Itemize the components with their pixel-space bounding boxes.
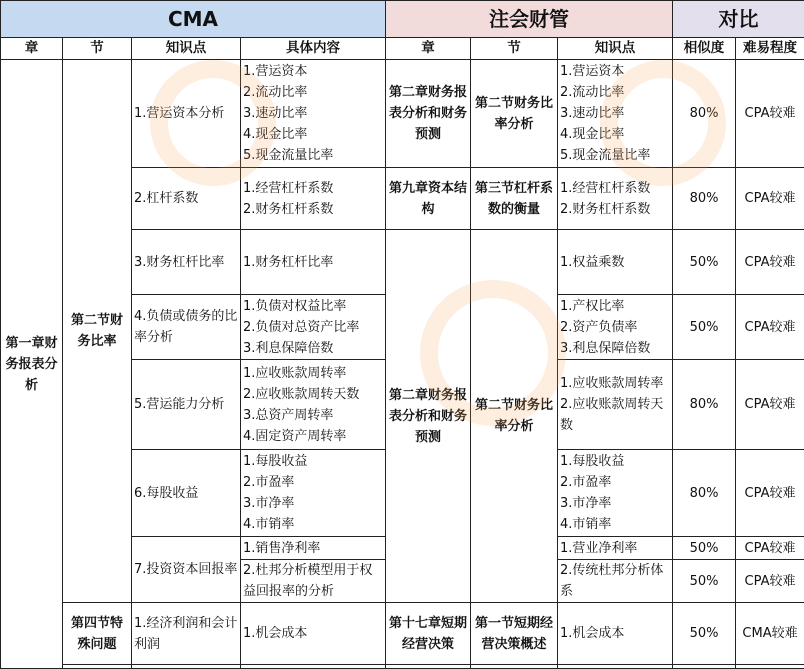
cma-header: CMA [1,1,386,38]
cpa-section-cell: 第二节财务比率分析 [471,230,558,603]
list-item: 1.机会成本 [243,623,383,644]
list-item: 2.市盈率 [560,472,670,493]
cma-point-cell: 5.营运能力分析 [132,360,241,450]
cpa-point-cell [558,560,673,603]
cma-content-cell [241,60,386,168]
list-item: 2.财务杠杆系数 [243,199,383,220]
difficulty-cell: CPA较难 [736,168,804,230]
similarity-cell: 80% [673,450,736,537]
difficulty-cell: CPA较难 [736,295,804,360]
cpa-point-cell [558,450,673,537]
list-item: 3.速动比率 [560,103,670,124]
cma-point-cell: 1.营运资本分析 [132,60,241,168]
column-header-cma-point: 知识点 [132,38,241,60]
cpa-point-cell [558,603,673,665]
cma-point-cell: 3.财务杠杆比率 [132,230,241,295]
table-row [1,60,804,168]
column-header-similarity: 相似度 [673,38,736,60]
cma-content-cell [241,295,386,360]
similarity-cell: 50% [673,560,736,603]
list-item: 1.营业净利率 [560,538,670,559]
difficulty-cell: CMA较难 [736,603,804,665]
list-item: 4.市销率 [243,514,383,535]
column-header-cpa-point: 知识点 [558,38,673,60]
list-item: 1.负债对权益比率 [243,296,383,317]
cpa-section-cell: 第二节财务比率分析 [471,60,558,168]
cpa-chapter-cell: 第二章财务报表分析和财务预测 [386,60,471,168]
cma-content-cell [241,560,386,603]
difficulty-cell: CPA较难 [736,560,804,603]
column-header-cma-section: 节 [63,38,132,60]
list-item: 4.现金比率 [560,124,670,145]
cma-point-cell: 1.经济利润和会计利润 [132,603,241,665]
cma-content-cell [241,450,386,537]
cpa-chapter-cell: 第二章财务报表分析和财务预测 [386,230,471,603]
cpa-point-cell [558,360,673,450]
empty-cell [471,665,558,669]
cma-content-cell [241,603,386,665]
empty-cell [558,665,673,669]
cpa-chapter-cell: 第十七章短期经营决策 [386,603,471,665]
column-header-cma-chapter: 章 [1,38,63,60]
list-item: 3.市净率 [560,493,670,514]
cma-chapter-cell: 第一章财务报表分析 [1,60,63,669]
cma-point-cell: 7.投资资本回报率 [132,537,241,603]
list-item: 5.现金流量比率 [560,145,670,166]
column-header-cpa-chapter: 章 [386,38,471,60]
similarity-cell: 50% [673,295,736,360]
list-item: 1.财务杠杆比率 [243,252,383,273]
cma-point-cell: 4.负债或债务的比率分析 [132,295,241,360]
list-item: 2.传统杜邦分析体系 [560,560,670,602]
list-item: 2.应收账款周转天数 [560,394,670,436]
column-header-cma-content: 具体内容 [241,38,386,60]
list-item: 2.流动比率 [560,82,670,103]
empty-cell [241,665,386,669]
list-item: 2.资产负债率 [560,317,670,338]
list-item: 1.销售净利率 [243,538,383,559]
similarity-cell: 50% [673,603,736,665]
list-item: 2.负债对总资产比率 [243,317,383,338]
similarity-cell: 50% [673,230,736,295]
list-item: 4.现金比率 [243,124,383,145]
cma-content-cell [241,230,386,295]
cpa-section-cell: 第一节短期经营决策概述 [471,603,558,665]
cpa-section-cell: 第三节杠杆系数的衡量 [471,168,558,230]
cpa-header: 注会财管 [386,1,673,38]
list-item: 2.财务杠杆系数 [560,199,670,220]
list-item: 1.经营杠杆系数 [560,178,670,199]
list-item: 1.产权比率 [560,296,670,317]
cpa-point-cell [558,295,673,360]
cpa-point-cell [558,537,673,560]
list-item: 1.权益乘数 [560,252,670,273]
cpa-chapter-cell: 第九章资本结构 [386,168,471,230]
cma-point-cell: 2.杠杆系数 [132,168,241,230]
list-item: 2.流动比率 [243,82,383,103]
list-item: 1.每股收益 [243,451,383,472]
list-item: 4.固定资产周转率 [243,426,383,447]
column-header-difficulty: 难易程度 [736,38,804,60]
list-item: 3.速动比率 [243,103,383,124]
list-item: 3.总资产周转率 [243,405,383,426]
empty-cell [736,665,804,669]
list-item: 2.应收账款周转天数 [243,384,383,405]
cma-section-cell: 第二节财务比率 [63,60,132,603]
empty-cell [132,665,241,669]
list-item: 4.市销率 [560,514,670,535]
similarity-cell: 80% [673,60,736,168]
column-header-cpa-section: 节 [471,38,558,60]
cpa-point-cell [558,230,673,295]
cma-content-cell [241,168,386,230]
cma-point-cell: 6.每股收益 [132,450,241,537]
compare-header: 对比 [673,1,804,38]
cma-content-cell [241,537,386,560]
list-item: 1.营运资本 [560,61,670,82]
empty-cell [386,665,471,669]
list-item: 5.现金流量比率 [243,145,383,166]
list-item: 2.杜邦分析模型用于权益回报率的分析 [243,560,383,602]
list-item: 2.市盈率 [243,472,383,493]
difficulty-cell: CPA较难 [736,537,804,560]
list-item: 1.每股收益 [560,451,670,472]
list-item: 1.机会成本 [560,623,670,644]
list-item: 1.应收账款周转率 [560,373,670,394]
empty-cell [673,665,736,669]
similarity-cell: 80% [673,360,736,450]
cma-content-cell [241,360,386,450]
list-item: 1.营运资本 [243,61,383,82]
cpa-point-cell [558,168,673,230]
difficulty-cell: CPA较难 [736,230,804,295]
similarity-cell: 50% [673,537,736,560]
list-item: 3.市净率 [243,493,383,514]
difficulty-cell: CPA较难 [736,60,804,168]
empty-cell [63,665,132,669]
list-item: 3.利息保障倍数 [560,338,670,359]
table-row [1,603,804,665]
similarity-cell: 80% [673,168,736,230]
cma-section-cell: 第四节特殊问题 [63,603,132,665]
list-item: 1.经营杠杆系数 [243,178,383,199]
difficulty-cell: CPA较难 [736,360,804,450]
difficulty-cell: CPA较难 [736,450,804,537]
list-item: 3.利息保障倍数 [243,338,383,359]
cpa-point-cell [558,60,673,168]
list-item: 1.应收账款周转率 [243,363,383,384]
